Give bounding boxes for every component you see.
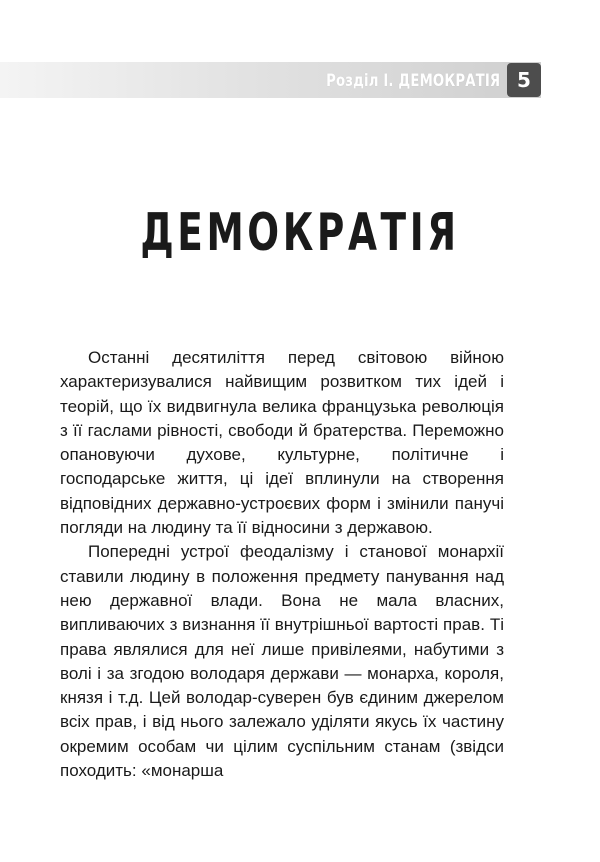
- paragraph: Попередні устрої феодалізму і станової монархії ставили людину в положення предмету панування над нею державної влади. Вона не мала власних, випливаючих з визнання її внутрішньої вартості прав. Ті права являлися для неї лише привілеями, набутими з волі і за згодою володаря держави — монарха, короля, князя і т.д. Цей володар-суверен був єдиним джерелом всіх прав, і від нього залежало уділяти якусь їх частину окремим особам чи цілим суспільним станам (звідси походить: «монарша: [60, 542, 504, 781]
- running-header-title: Розділ І. ДЕМОКРАТІЯ: [325, 71, 500, 91]
- body-text: [60, 346, 504, 783]
- page-number-badge: 5: [507, 63, 541, 97]
- chapter-title: ДЕМОКРАТІЯ: [140, 203, 460, 263]
- paragraph: Останні десятиліття перед світовою війною характеризувалися найвищим розвитком тих ідей і теорій, що їх видвигнула велика французька революція з її гаслами рівності, свободи й братерства. Переможно опановуючи духове, культурне, політичне і господарське життя, ці ідеї вплинули на створення відповідних державно-устроєвих форм і змінили панучі погляди на людину та її відносини з державою.: [60, 348, 504, 538]
